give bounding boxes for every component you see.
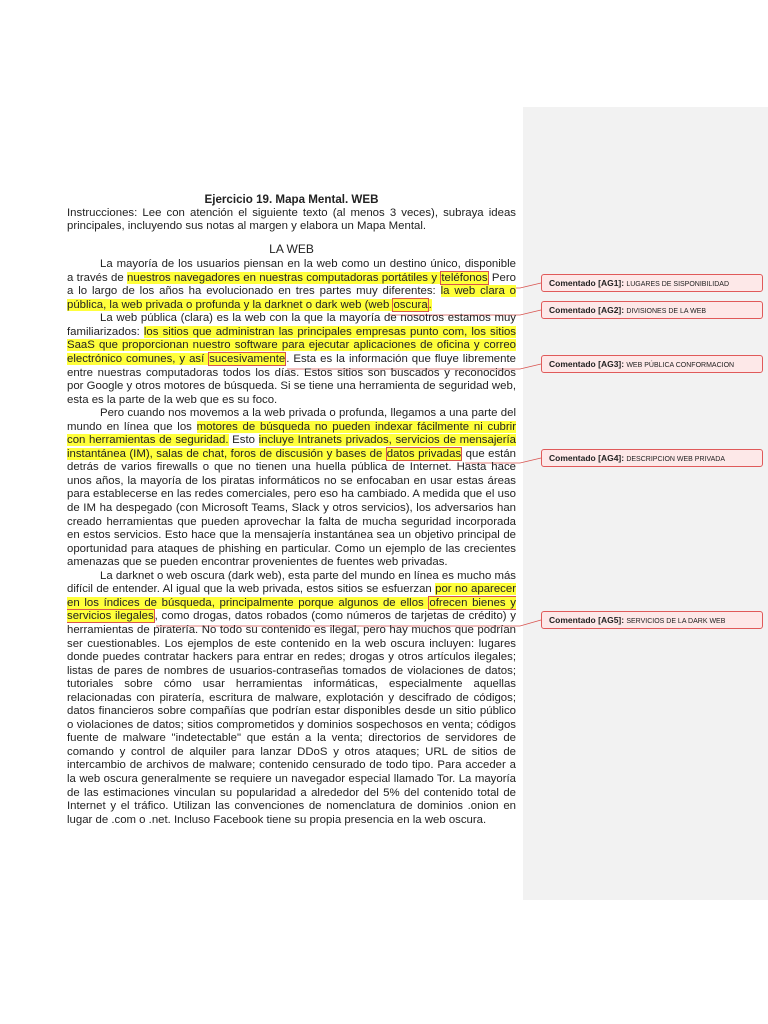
highlight: la web clara o pública, la web privada o profunda y la darknet o dark web (web [67,285,516,311]
highlight: los sitios que administran las principales empresas punto com, los sitios SaaS que proporcionan nuestro software para ejecutar aplicaciones de oficina y correo electrónico comunes, y así [67,325,517,366]
highlight: por no aparecer en los índices de búsqueda, principalmente porque algunos de ellos [67,583,516,609]
comment-anchor-ag5[interactable]: ofrecen bienes y servicios ilegales [67,596,516,623]
section-title: LA WEB [269,241,314,256]
comment-anchor-ag1[interactable]: teléfonos [441,271,488,284]
comment-anchor-ag3[interactable]: sucesivamente [209,353,286,366]
document-body [67,193,516,827]
comment-ag1[interactable]: Comentado [AG1]: LUGARES DE SISPONIBILIDAD [541,274,763,292]
paragraph-3: Pero cuando nos movemos a la web privada o profunda, llegamos a una parte del mundo en línea que los motores de búsqueda no pueden indexar fácilmente ni cubrir con herramientas de seguridad. Esto incluye Intranets privados, servicios de mensajería instantánea (IM), salas de chat, foros de discusión y bases de datos privadas que están detrás de varios firewalls o que no tienen una huella pública de Internet. Hasta hace unos años, la mayoría de los piratas informáticos no se enfocaban en usar estas áreas para establecerse en las redes comerciales, pero eso ha cambiado. A medida que el uso de IM ha despegado (con Microsoft Teams, Slack y otros servicios), los adversarios han creado herramientas que pueden aprovechar la falta de mucha seguridad incorporada en estos servicios. Esto hace que la mensajería instantánea sea un objetivo principal de oportunidad para ataques de phishing en particular. Como un ejemplo de las crecientes amenazas que se pueden encontrar provenientes de fuentes web privadas. [67,407,516,569]
highlight: motores de búsqueda no pueden indexar fácilmente ni cubrir con herramientas de seguridad. [67,420,516,447]
comments-pane [523,107,768,900]
paragraph-1: La mayoría de los usuarios piensan en la web como un destino único, disponible a través de nuestros navegadores en nuestras computadoras portátiles y teléfonos Pero a lo largo de los años ha evolucionado en tres partes muy diferentes: la web clara o pública, la web privada o profunda y la darknet o dark web (web oscura. [67,258,516,311]
paragraph-2: La web pública (clara) es la web con la que la mayoría de nosotros estamos muy familiarizados: los sitios que administran las principales empresas punto com, los sitios SaaS que proporcionan nuestro software para ejecutar aplicaciones de oficina y correo electrónico comunes, y así sucesivamente. Esta es la información que fluye libremente entre nuestras computadoras todos los días. Estos sitios son buscados y reconocidos por Google y otros motores de búsqueda. Si se tiene una herramienta de seguridad web, esta es la parte de la web que es su foco. [67,312,517,406]
comment-ag2[interactable]: Comentado [AG2]: DIVISIONES DE LA WEB [541,301,763,319]
instructions-paragraph: Instrucciones: Lee con atención el siguiente texto (al menos 3 veces), subraya ideas principales, incluyendo sus notas al margen y elabora un Mapa Mental. [67,206,516,233]
document-title: Ejercicio 19. Mapa Mental. WEB [204,193,379,206]
comment-anchor-ag2[interactable]: oscura [393,298,428,311]
paragraph-4: La darknet o web oscura (dark web), esta parte del mundo en línea es mucho más difícil de entender. Al igual que la web privada, estos sitios se esfuerzan por no aparecer en los índices de búsqueda, principalmente porque algunos de ellos ofrecen bienes y servicios ilegales, como drogas, datos robados (como números de tarjetas de crédito) y herramientas de piratería. No todo su contenido es ilegal, pero hay muchos que podrían ser cuestionables. Los ejemplos de este contenido en la web oscura incluyen: lugares donde puedes contratar hackers para entrar en redes; drogas y otros artículos ilegales; listas de pares de nombres de usuarios-contraseñas tomados de violaciones de datos; tutoriales sobre cómo usar herramientas informáticas, especialmente aquellas relacionadas con piratería, escritura de malware, explotación y descifrado de códigos; datos financieros sobre compañías que podrían estar disponibles desde un sitio público o violaciones de datos; sitios comprometidos y dominios sospechosos en venta; códigos fuente de malware "indetectable" que están a la venta; directorios de servidores de comando y control de alquiler para lanzar DDoS y otros ataques; URL de sitios de intercambio de archivos de malware; contenido censurado de todo tipo. Para acceder a la web oscura generalmente se requiere un navegador especial llamado Tor. La mayoría de las estimaciones vinculan su popularidad a alrededor del 5% del contenido total de Internet y el tráfico. Utilizan las convenciones de nomenclatura de dominios .onion en lugar de .com o .net. Incluso Facebook tiene su propia presencia en la web oscura. [67,569,516,826]
comment-ag3[interactable]: Comentado [AG3]: WEB PÚBLICA CONFORMACION [541,355,763,373]
highlight: nuestros navegadores en nuestras computadoras portátiles y [127,271,441,284]
comment-ag4[interactable]: Comentado [AG4]: DESCRIPCION WEB PRIVADA [541,449,763,467]
comment-anchor-ag4[interactable]: datos privadas [386,447,462,460]
comment-ag5[interactable]: Comentado [AG5]: SERVICIOS DE LA DARK WEB [541,611,763,629]
highlight: incluye Intranets privados, servicios de mensajería instantánea (IM), salas de chat, foros de discusión y bases de [67,434,516,460]
